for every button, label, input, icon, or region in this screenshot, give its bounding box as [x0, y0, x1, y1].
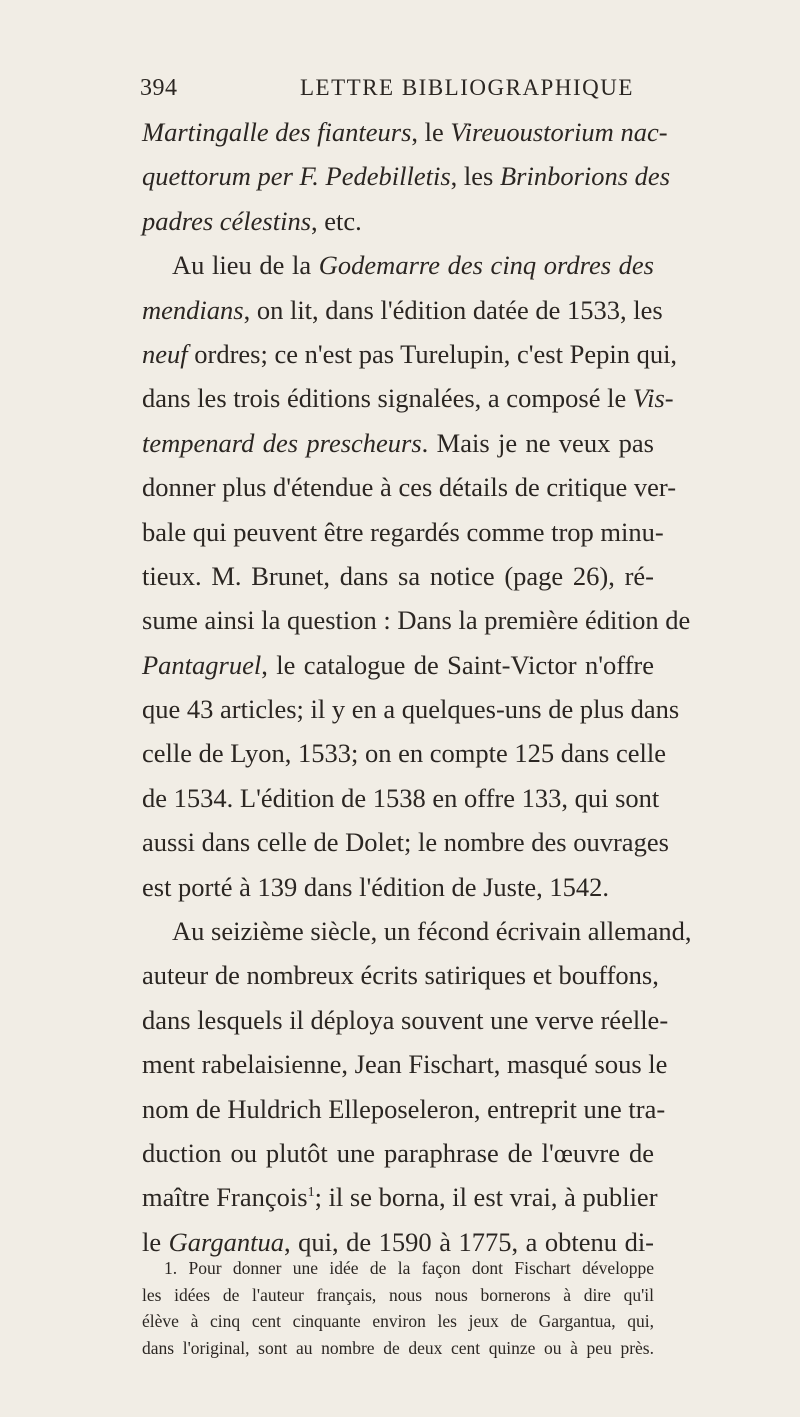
text-segment: auteur de nombreux écrits satiriques et bouffons,	[142, 960, 659, 991]
text-segment: celle de Lyon, 1533; on en compte 125 dans celle	[142, 738, 666, 769]
footnote-block	[142, 1255, 654, 1361]
text-line	[142, 776, 660, 820]
text-segment: Pantagruel	[142, 649, 262, 680]
text-segment: maître François	[142, 1182, 308, 1213]
main-text	[142, 110, 692, 1264]
text-segment: Au lieu de la	[172, 250, 319, 281]
text-segment: ordres; ce n'est pas Turelupin, c'est Pepin qui,	[187, 338, 678, 369]
text-segment: duction ou plutôt une paraphrase de l'œuvre de	[142, 1137, 654, 1168]
text-segment: . Mais je ne veux pas	[421, 427, 654, 458]
text-line	[142, 510, 664, 554]
text-segment: donner plus d'étendue à ces détails de critique ver-	[142, 472, 677, 503]
text-line	[142, 1131, 654, 1175]
text-line	[142, 1042, 668, 1086]
text-line	[142, 199, 654, 243]
text-segment: est porté à 139 dans l'édition de Juste, 1542.	[142, 871, 609, 902]
text-segment: Vis-	[632, 383, 674, 414]
text-line	[142, 110, 668, 154]
text-line	[142, 687, 680, 731]
text-segment: , le	[411, 117, 451, 147]
text-segment: dans les trois éditions signalées, a composé le	[142, 383, 633, 414]
footnote-ref[interactable]: 1	[307, 1185, 315, 1201]
text-line	[142, 554, 654, 598]
text-line	[142, 465, 677, 509]
page-header	[140, 75, 660, 115]
text-segment: le	[142, 1226, 169, 1257]
text-line	[142, 1175, 658, 1219]
text-segment: aussi dans celle de Dolet; le nombre des ouvrages	[142, 827, 669, 858]
text-segment: , qui, de 1590 à 1775, a obtenu di-	[284, 1226, 655, 1257]
text-line	[142, 332, 678, 376]
text-segment: sume ainsi la question : Dans la première édition de	[142, 605, 691, 636]
text-segment: , les	[450, 161, 500, 192]
text-segment: mendians	[142, 294, 244, 325]
text-segment: Gargantua	[168, 1226, 284, 1257]
text-segment: dans lesquels il déploya souvent une verve réelle-	[142, 1004, 669, 1035]
text-segment: tieux. M. Brunet, dans sa notice (page 26), ré-	[142, 560, 654, 591]
text-segment: Godemarre des cinq ordres des	[318, 250, 654, 281]
text-segment: neuf	[142, 338, 188, 369]
text-segment: quettorum per F. Pedebilletis	[142, 161, 451, 192]
text-line	[142, 376, 674, 420]
text-segment: Vireuoustorium nac-	[450, 117, 668, 147]
text-segment: , on lit, dans l'édition datée de 1533, les	[243, 294, 663, 325]
text-segment: padres célestins	[142, 205, 312, 236]
text-line	[142, 288, 663, 332]
text-line	[142, 731, 666, 775]
footnote-line: 1. Pour donner une idée de la façon dont Fischart développe	[164, 1258, 654, 1278]
text-segment: que 43 articles; il y en a quelques-uns de plus dans	[142, 694, 680, 725]
text-segment: Brinborions des	[499, 161, 671, 192]
text-line	[142, 643, 654, 687]
text-line	[142, 598, 691, 642]
text-segment: ment rabelaisienne, Jean Fischart, masqué sous le	[142, 1049, 668, 1080]
text-line	[142, 421, 654, 465]
text-segment: nom de Huldrich Elleposeleron, entreprit une tra-	[142, 1093, 666, 1124]
text-segment: de 1534. L'édition de 1538 en offre 133, qui sont	[142, 782, 660, 813]
text-segment: , le catalogue de Saint-Victor n'offre	[261, 649, 654, 680]
text-segment: , etc.	[311, 205, 362, 236]
running-title: LETTRE BIBLIOGRAPHIQUE	[300, 75, 634, 100]
text-line	[142, 998, 669, 1042]
footnote-line: élève à cinq cent cinquante environ les jeux de Gargantua, qui,	[142, 1311, 654, 1331]
text-line	[142, 1087, 666, 1131]
text-segment: tempenard des prescheurs	[142, 427, 422, 458]
page-number: 394	[140, 75, 178, 101]
footnote-line: dans l'original, sont au nombre de deux cent quinze ou à peu près.	[142, 1337, 654, 1358]
text-segment: bale qui peuvent être regardés comme trop minu-	[142, 516, 664, 547]
text-line	[142, 953, 659, 997]
text-line	[142, 909, 692, 953]
text-segment: Au seizième siècle, un fécond écrivain allemand,	[172, 916, 692, 947]
footnote-line: les idées de l'auteur français, nous nous bornerons à dire qu'il	[142, 1284, 654, 1305]
text-segment: ; il se borna, il est vrai, à publier	[314, 1182, 658, 1213]
text-line	[142, 865, 654, 909]
text-line	[142, 243, 654, 287]
text-line	[142, 820, 669, 864]
text-segment: Martingalle des fianteurs	[142, 117, 412, 147]
text-line	[142, 154, 671, 198]
